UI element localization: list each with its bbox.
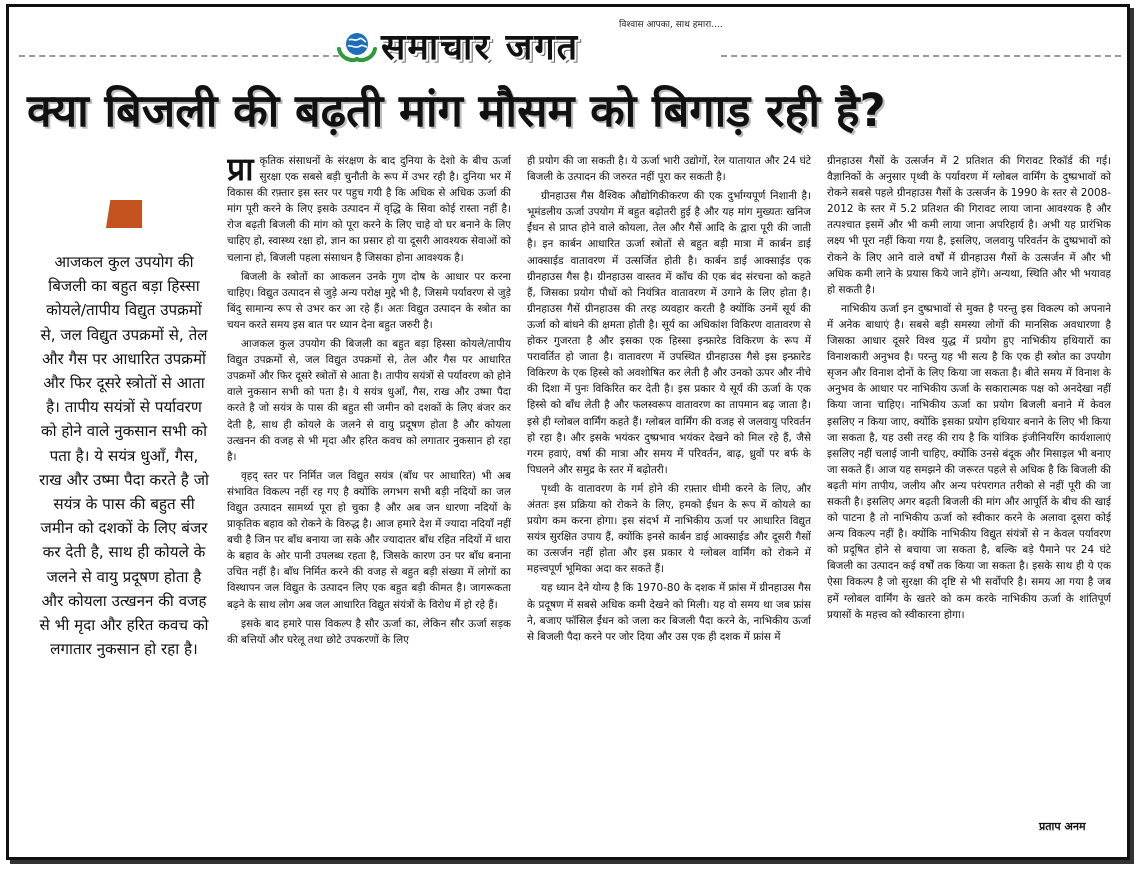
article-column-2 <box>527 153 811 843</box>
headline: क्या बिजली की बढ़ती मांग मौसम को बिगाड़ रही है? <box>27 84 886 137</box>
article-paragraph: यह ध्यान देने योग्य है कि 1970-80 के दशक में फ्रांस में ग्रीनहाउस गैस के प्रदूषण में सबसे अधिक कमी देखने को मिली। यह वो समय था जब फ्रांस ने, बजाए फॉसिल ईंधन को जला कर बिजली पैदा करने के, नाभिकीय ऊर्जा से बिजली पैदा करने पर जोर दिया और उस एक ही दशक में फ्रांस में <box>527 582 811 643</box>
masthead <box>9 15 1127 68</box>
article-paragraph <box>227 153 511 266</box>
article-paragraph: बिजली के स्त्रोतों का आकलन उनके गुण दोष के आधार पर करना चाहिए। विद्युत उत्पादन से जुड़े अन्य परोक्ष मुद्दे भी है, जिसमे पर्यावरण से जुड़े बिंदु सामान्य रूप से उभर कर आ रहे हैं। अतः विद्युत उत्पादन के स्त्रोत का चयन करते समय इस बात पर ध्यान देना बहुत जरुरी है। <box>227 270 511 331</box>
article-paragraph: पृथ्वी के वातावरण के गर्म होने की रफ़्तार धीमी करने के लिए, और अंततः इस प्रक्रिया को रोकने के लिए, हमको ईंधन के रूप में कोयले का प्रयोग कम करना होगा। इस संदर्भ में नाभिकीय ऊर्जा पर आधारित विद्युत सयंत्र सुरक्षित उपाय हैं, क्योंकि इनसे कार्बन डाई आक्साईड और दूसरी गैसों का उत्सर्जन नहीं होता और इस प्रकार ये ग्लोबल वार्मिंग को रोकने में महत्त्वपूर्ण भूमिका अदा कर सकते हैं। <box>527 482 811 576</box>
pullquote: आजकल कुल उपयोग की बिजली का बहुत बड़ा हिस्सा कोयले/तापीय विद्युत उपक्रमों से, जल विद्युत उपक्रमों से, तेल और गैस पर आधारित उपक्रमों और फिर दूसरे स्त्रोतों से आता है। तापीय सयंत्रों से पर्यावरण को होने वाले नुकसान सभी को पता है। ये सयंत्र धुआँ, गैस, राख और उष्मा पैदा करते है जो सयंत्र के पास की बहुत सी जमीन को दशकों के लिए बंजर कर देती है, साथ ही कोयले के जलने से वायु प्रदूषण होता है और कोयला उत्खनन की वजह से भी मृदा और हरित कवच को लगातार नुकसान हो रहा है। <box>39 253 209 659</box>
article-paragraph: ग्रीनहाउस गैस वैश्विक औद्योगिकीकरण की एक दुर्भाग्यपूर्ण निशानी है। भूमंडलीय ऊर्जा उपयोग में बहुत बढ़ोतरी हुई है और यह मांग मुख्यतः खनिज ईंधन से प्राप्त होने वाले कोयला, तेल और गैसें आदि के द्वारा पूरी की जाती है। इन कार्बन आधारित ऊर्जा स्त्रोतों से बहुत बड़ी मात्रा में कार्बन डाई आक्साईड वातावरण में उत्सर्जित होती है। कार्बन डाई आक्साईड एक ग्रीनहाउस गैस है। ग्रीनहाउस वास्तव में काँच की एक बंद संरचना को कहते हैं, जिसका प्रयोग पौधों को नियंत्रित वातावरण में उगाने के लिए होता है। ग्रीनहाउस गैसें ग्रीनहाउस की तरह व्यवहार करती है क्योंकि उनमें सूर्य की ऊर्जा को बांधने की क्षमता होती है। सूर्य का अधिकांश विकिरण वातावरण से होकर गुजरता है और इसका एक हिस्सा इन्फ्रारेड विकिरण के रूप में परावर्तित हो जाता है। वातावरण में उपस्थित ग्रीनहाउस गैसे इस इन्फ्रारेड विकिरण के एक हिस्से को अवशोषित कर लेती है और उनको ऊपर और नीचे की दिशा में पुनः विकिरित कर देती है। इस प्रकार ये सूर्य की ऊर्जा के एक हिस्से को बाँध लेती है और फलस्वरूप वातावरण का तापमान बढ़ जाता है। इसे ही ग्लोबल वार्मिंग कहते हैं। ग्लोबल वार्मिंग की वजह से जलवायु परिवर्तन हो रहा है। और इसके भयंकर दुष्प्रभाव भयंकर देखने को मिल रहे हैं, जैसे गरम हवाएं, वर्षा की मात्रा और समय में परिवर्तन, बाढ़, ध्रुवों पर बर्फ के पिघलने और समुद्र के स्तर में बढ़ोतरी। <box>527 190 811 476</box>
article-paragraph: इसके बाद हमारे पास विकल्प है सौर ऊर्जा का, लेकिन सौर ऊर्जा सड़क की बत्तियों और घरेलू तथा छोटे उपकरणों के लिए <box>227 617 511 646</box>
article-paragraph: वृहद् स्तर पर निर्मित जल विद्युत सयंत्र (बाँध पर आधारित) भी अब संभावित विकल्प नहीं रह गए है क्योंकि लगभग सभी बड़ी नदियों का जल विद्युत उत्पादन सामर्थ्य पूरा हो चुका है और अब जन धारणा नदियों के प्राकृतिक बहाव को रोकने के विरुद्ध है। आज हमारे देश में ज्यादा नदियाँ नहीं बची है जिन पर बाँध बनाया जा सके और ज्यादातर बाँध रहित नदियों में धारा के बहाव के ओर पानी उपलब्ध रहता है, जिसके कारण उन पर बाँध बनाना उचित नहीं है। बाँध निर्मित करने की वजह से बहुत बड़ी संख्या में लोगों का विस्थापन जल विद्युत के उत्पादन लिए एक बहुत बड़ी कीमत है। जागरूकता बढ़ने के साथ लोग अब जल आधारित विद्युत संयंत्रों के विरोध में हो रहे हैं। <box>227 469 511 611</box>
article-paragraph: आजकल कुल उपयोग की बिजली का बहुत बड़ा हिस्सा कोयले/तापीय विद्युत उपक्रमों से, जल विद्युत उपक्रमों से, तेल और गैस पर आधारित उपक्रमों और फिर दूसरे स्त्रोतों से आता है। तापीय सयंत्रों से पर्यावरण को होने वाले नुकसान सभी को पता है। ये सयंत्र धुआँ, गैस, राख और उष्मा पैदा करते है जो सयंत्र के पास की बहुत सी जमीन को दशकों के लिए बंजर कर देती है, साथ ही कोयले के जलने से वायु प्रदूषण होता है और कोयला उत्खनन की वजह से भी मृदा और हरित कवच को लगातार नुकसान हो रहा है। <box>227 338 511 463</box>
globe-hands-icon <box>335 29 379 63</box>
article-column-3 <box>827 153 1111 843</box>
masthead-rule-left <box>19 55 339 57</box>
article-column-1 <box>227 153 511 843</box>
article-paragraph: ही प्रयोग की जा सकती है। ये ऊर्जा भारी उद्योगों, रेल यातायात और 24 घंटे बिजली के उत्पादन की जरुरत नहीं पूरा कर सकती है। <box>527 155 811 184</box>
masthead-brand: समाचार जगत <box>381 27 580 68</box>
newspaper-clipping <box>6 4 1130 860</box>
accent-block <box>106 200 142 228</box>
article-paragraph: नाभिकीय ऊर्जा इन दुष्प्रभावों से मुक्त है परन्तु इस विकल्प को अपनाने में अनेक बाधाएं है। सबसे बड़ी समस्या लोगों की मानसिक अवधारणा है जिसका आधार दूसरे विश्व युद्ध में प्रयोग हुए नाभिकीय हथियारों का विनाशकारी अनुभव है। परन्तु यह भी सत्य है कि एक ही स्त्रोत का उपयोग सृजन और विनाश दोनों के लिए किया जा सकता है। बीते समय में विनाश के अनुभव के आधार पर नाभिकीय ऊर्जा के सकारात्मक पक्ष को अनदेखा नहीं किया जाना चाहिए। नाभिकीय ऊर्जा का प्रयोग बिजली बनाने में केवल इसलिए न किया जाए, क्योंकि इसका प्रयोग हथियार बनाने के लिए भी किया जा सकता है, यह उसी तरह की राय है कि यांत्रिक इंजीनियरिंग कार्यशालाएं इसलिए नहीं चलाई जानी चाहिए, क्योंकि उनसे बंदूक और मिसाइल भी बनाए जा सकते हैं। आज यह समझने की जरूरत पहले से अधिक है कि बिजली की बढ़ती मांग तापीय, जलीय और अन्य परंपरागत तरीको से नहीं पूरी की जा सकती है। इसलिए अगर बढ़ती बिजली की मांग और आपूर्ति के बीच की खाई को पाटना है तो नाभिकीय ऊर्जा को स्वीकार करने के अलावा दूसरा कोई अन्य विकल्प नहीं है। क्योंकि नाभिकीय विद्युत संयंत्रों से न केवल पर्यावरण को प्रदूषित होने से बचाया जा सकता है, बल्कि बड़े पैमाने पर 24 घंटे बिजली का उत्पादन कई वर्षों तक किया जा सकता है। इसके साथ ही ये एक ऐसा विकल्प है जो सुरक्षा की दृष्टि से भी सर्वोपरि है। समय आ गया है जब हमें ग्लोबल वार्मिंग के खतरे को कम करके नाभिकीय ऊर्जा के शांतिपूर्ण प्रयासों के महत्त्व को स्वीकारना होगा। <box>827 302 1111 621</box>
masthead-rule-right <box>721 55 1121 57</box>
byline: प्रताप अनम <box>1039 820 1086 833</box>
masthead-tagline: विश्वास आपका, साथ हमारा.... <box>619 20 723 30</box>
article-paragraph: ग्रीनहाउस गैसों के उत्सर्जन में 2 प्रतिशत की गिरावट रिकॉर्ड की गई। वैज्ञानिकों के अनुसार पृथ्वी के पर्यावरण में ग्लोबल वार्मिंग के दुष्प्रभावों को रोकने सबसे पहले ग्रीनहाउस गैसों के उत्सर्जन के 1990 के स्तर से 2008-2012 के स्तर में 5.2 प्रतिशत की गिरावट लाया जाना आवश्यक है और तत्पश्चात इसमें और भी कमी लाया जाना अपरिहार्य है। अभी यह प्रारंभिक लक्ष्य भी पूरा नहीं किया गया है, इसलिए, जलवायु परिवर्तन के दुष्प्रभावों को रोकने के लिए आने वाले वर्षों में ग्रीनहाउस गैसों के उत्सर्जन में और भी अधिक कमी लाने के प्रयास किये जाने होंगे। अन्यथा, स्थिति और भी भयावह हो सकती है। <box>827 155 1111 296</box>
paragraph-text: कृतिक संसाधनों के संरक्षण के बाद दुनिया के देशो के बीच ऊर्जा सुरक्षा एक सबसे बड़ी चुनौती के रूप में उभर रही है। दुनिया भर में विकास की रफ़्तार इस स्तर पर पहुच गयी है कि अधिक से अधिक ऊर्जा की मांग पूरी करने के लिए इसके उत्पादन में वृद्धि के सिवा कोई रास्ता नहीं है। रोज बढ़ती बिजली की मांग को पूरा करने के लिए चाहे वो घर बनाने के लिए चाहिए हो, स्वास्थ्य रक्षा हो, ज्ञान का प्रसार हो या दूसरी आवश्यक सेवाओं को चलाना हो, बिजली पहला संसाधन है जिसका होना आवश्यक है। <box>227 155 511 264</box>
dropcap: प्रा <box>227 153 254 188</box>
